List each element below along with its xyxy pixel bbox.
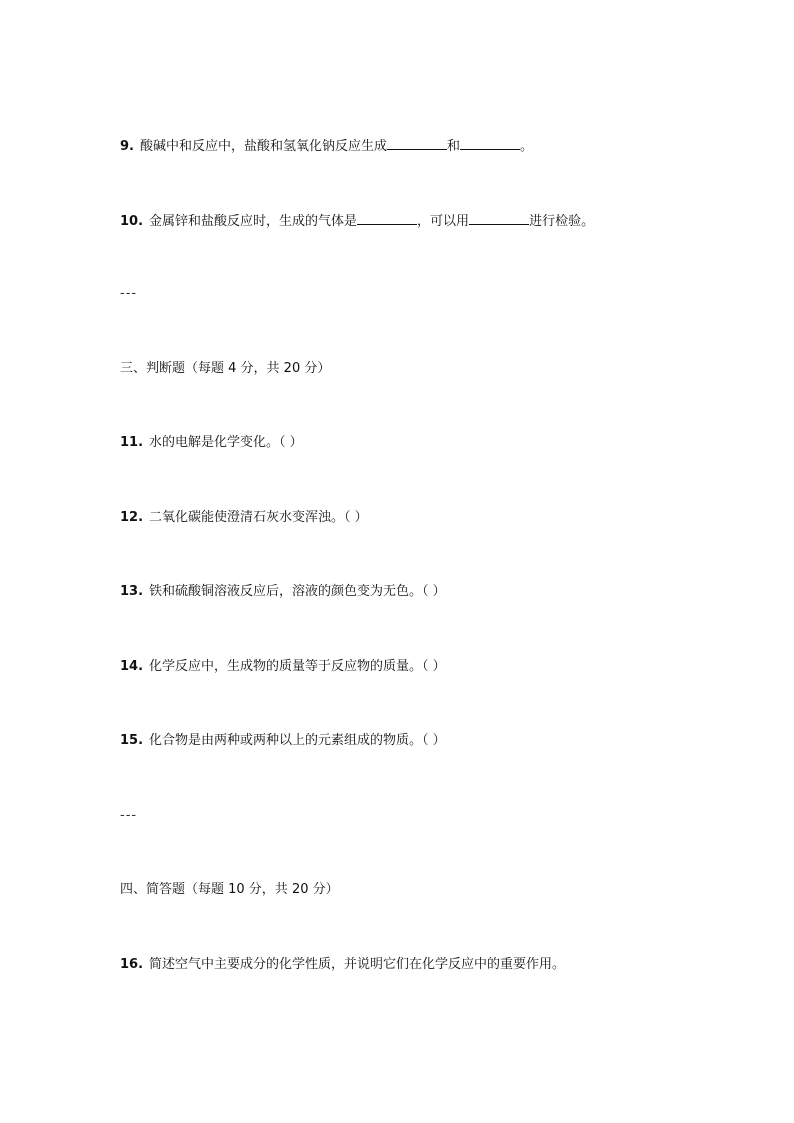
- answer-blank: [469, 211, 529, 225]
- question-text: 化合物是由两种或两种以上的元素组成的物质。（ ）: [149, 733, 446, 748]
- question-number: 11.: [120, 435, 144, 450]
- question-number: 10.: [120, 214, 144, 229]
- question-text: 和: [447, 139, 461, 154]
- answer-blank: [460, 136, 520, 150]
- question-text: 二氧化碳能使澄清石灰水变浑浊。（ ）: [149, 510, 368, 525]
- answer-blank: [357, 211, 417, 225]
- question-text: 金属锌和盐酸反应时，生成的气体是: [149, 214, 358, 229]
- question-text: 酸碱中和反应中，盐酸和氢氧化钠反应生成: [139, 139, 387, 154]
- question-text: 铁和硫酸铜溶液反应后，溶液的颜色变为无色。（ ）: [149, 584, 446, 599]
- question-text: 。: [520, 139, 534, 154]
- question-13: [120, 583, 446, 601]
- question-number: 14.: [120, 659, 144, 674]
- question-9: [120, 136, 533, 156]
- question-number: 9.: [120, 139, 134, 154]
- question-text: 水的电解是化学变化。（ ）: [149, 435, 303, 450]
- question-text: 简述空气中主要成分的化学性质，并说明它们在化学反应中的重要作用。: [149, 957, 566, 972]
- section-heading: 四、简答题（每题 10 分，共 20 分）: [120, 882, 339, 897]
- question-text: 化学反应中，生成物的质量等于反应物的质量。（ ）: [149, 659, 446, 674]
- question-number: 13.: [120, 584, 144, 599]
- question-16: [120, 956, 565, 974]
- question-10: [120, 211, 594, 231]
- question-text: ，可以用: [417, 214, 470, 229]
- question-number: 15.: [120, 733, 144, 748]
- separator: ---: [120, 808, 138, 823]
- answer-blank: [387, 136, 447, 150]
- question-number: 12.: [120, 510, 144, 525]
- question-14: [120, 658, 446, 676]
- question-12: [120, 509, 368, 527]
- section-heading: 三、判断题（每题 4 分，共 20 分）: [120, 361, 331, 376]
- separator: ---: [120, 286, 138, 301]
- question-text: 进行检验。: [529, 214, 595, 229]
- question-11: [120, 434, 303, 452]
- question-15: [120, 732, 446, 750]
- question-number: 16.: [120, 957, 144, 972]
